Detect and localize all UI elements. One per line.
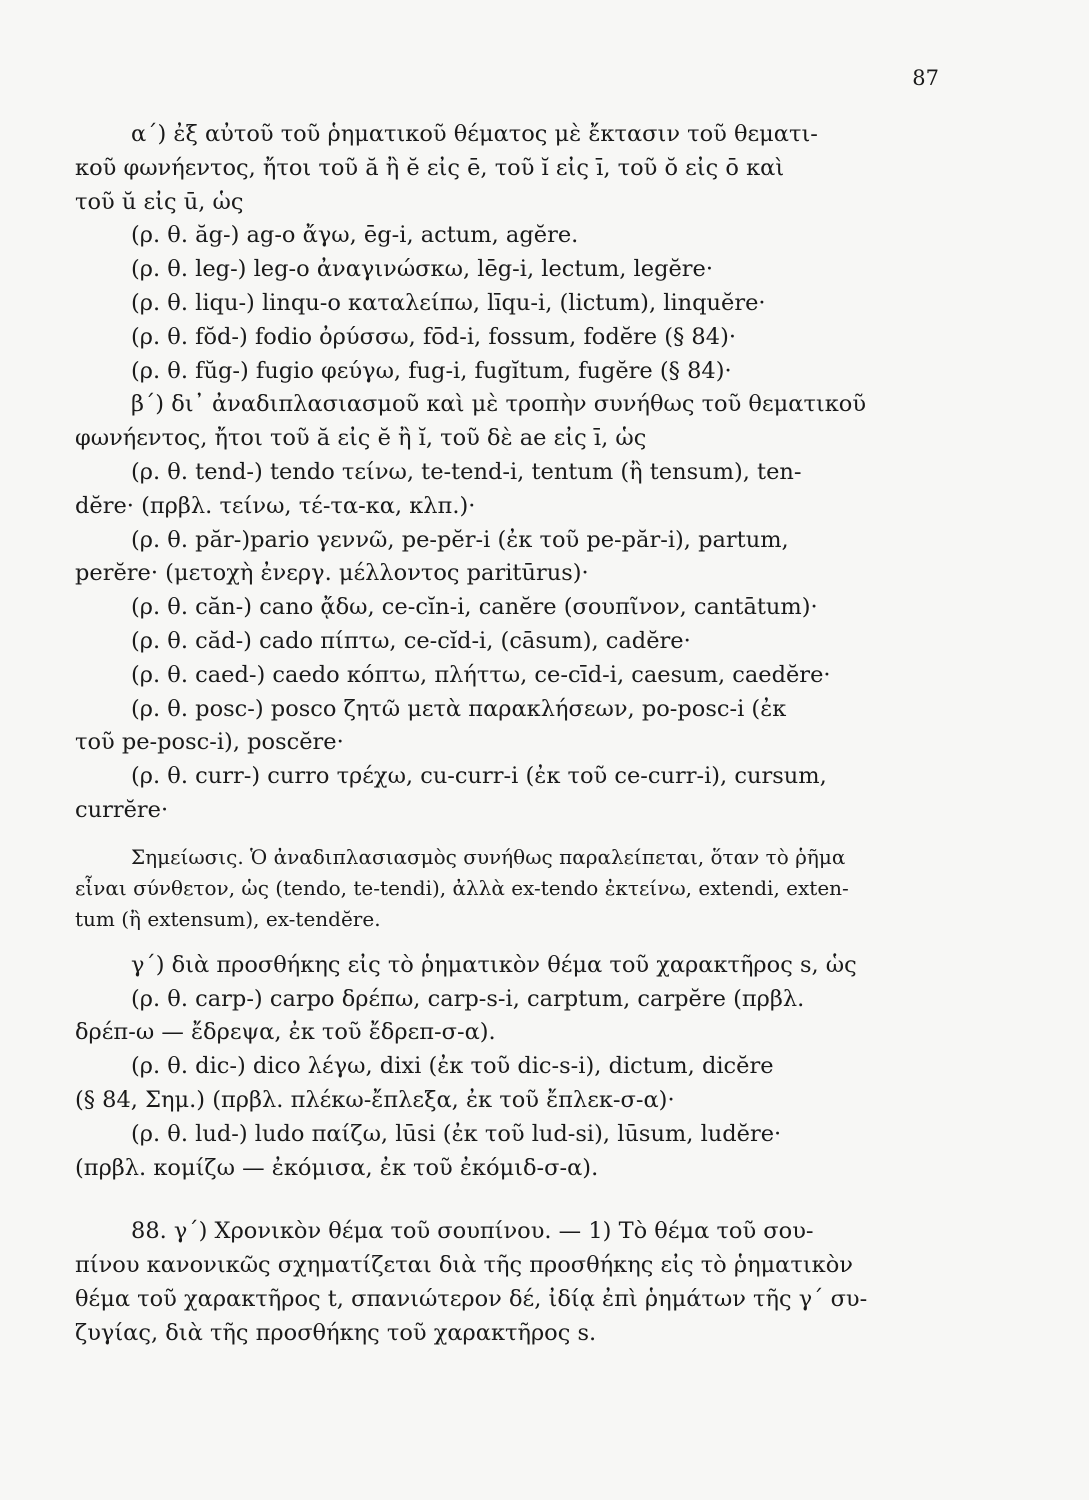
- text-line: (ρ. θ. lud-) ludo παίζω, lūsi (ἐκ τοῦ lud-si), lūsum, ludĕre·: [131, 1120, 782, 1147]
- note-block: [75, 842, 965, 935]
- text-line: (ρ. θ. păr-)pario γεννῶ, pe-pĕr-i (ἐκ τοῦ pe-păr-i), partum,: [131, 526, 789, 553]
- page-body: [75, 118, 965, 1351]
- text-line: δρέπ-ω — ἔδρεψα, ἐκ τοῦ ἔδρεπ-σ-α).: [75, 1019, 496, 1046]
- text-line: (ρ. θ. fŏd-) fodio ὀρύσσω, fōd-i, fossum, fodĕre (§ 84)·: [131, 323, 736, 350]
- text-line: πίνου κανονικῶς σχηματίζεται διὰ τῆς προσθήκης εἰς τὸ ῥηματικὸν: [75, 1252, 853, 1279]
- text-line: Σημείωσις. Ὁ ἀναδιπλασιασμὸς συνήθως παραλείπεται, ὅταν τὸ ῥῆμα: [131, 844, 846, 869]
- text-line: (§ 84, Σημ.) (πρβλ. πλέκω-ἔπλεξα, ἐκ τοῦ ἔπλεκ-σ-α)·: [75, 1086, 675, 1113]
- text-line: ζυγίας, διὰ τῆς προσθήκης τοῦ χαρακτῆρος s.: [75, 1319, 597, 1346]
- text-line: τοῦ ŭ εἰς ū, ὡς: [75, 188, 244, 215]
- text-line: (ρ. θ. caed-) caedo κόπτω, πλήττω, ce-cīd-i, caesum, caedĕre·: [131, 661, 831, 688]
- text-line: τοῦ pe-posc-i), poscĕre·: [75, 729, 344, 756]
- text-line: α΄) ἐξ αὐτοῦ τοῦ ῥηματικοῦ θέματος μὲ ἔκτασιν τοῦ θεματι-: [131, 121, 818, 147]
- page-number: 87: [912, 66, 939, 90]
- text-line: (ρ. θ. căd-) cado πίπτω, ce-cĭd-i, (cāsum), cadĕre·: [131, 627, 691, 654]
- text-line: (ρ. θ. liqu-) linqu-o καταλείπω, līqu-i, (lictum), linquĕre·: [131, 289, 766, 316]
- text-line: εἶναι σύνθετον, ὡς (tendo, te-tendi), ἀλλὰ ex-tendo ἐκτείνω, extendi, exten-: [75, 875, 849, 900]
- text-line: currĕre·: [75, 796, 169, 823]
- text-line: (ρ. θ. posc-) posco ζητῶ μετὰ παρακλήσεων, po-posc-i (ἐκ: [131, 695, 787, 722]
- paragraph-block-gamma: [75, 949, 965, 1186]
- text-line: (ρ. θ. tend-) tendo τείνω, te-tend-i, tentum (ἢ tensum), ten-: [131, 458, 802, 485]
- text-line: perĕre· (μετοχὴ ἐνεργ. μέλλοντος paritūrus)·: [75, 560, 589, 587]
- paragraph-block-main: [75, 118, 965, 828]
- text-line: dĕre· (πρβλ. τείνω, τέ-τα-κα, κλπ.)·: [75, 492, 476, 519]
- text-line: φωνήεντος, ἤτοι τοῦ ă εἰς ĕ ἢ ĭ, τοῦ δὲ ae εἰς ī, ὡς: [75, 425, 647, 452]
- text-line: (πρβλ. κομίζω — ἐκόμισα, ἐκ τοῦ ἐκόμιδ-σ-α).: [75, 1154, 599, 1181]
- text-line: (ρ. θ. ăg-) ag-o ἄγω, ēg-i, actum, agĕre.: [131, 222, 579, 249]
- text-line: (ρ. θ. fŭg-) fugio φεύγω, fug-i, fugĭtum, fugĕre (§ 84)·: [131, 357, 732, 384]
- text-line: tum (ἢ extensum), ex-tendĕre.: [75, 906, 381, 931]
- text-line: (ρ. θ. dic-) dico λέγω, dixi (ἐκ τοῦ dic-s-i), dictum, dicĕre: [131, 1053, 774, 1080]
- text-line: β΄) δι᾽ ἀναδιπλασιασμοῦ καὶ μὲ τροπὴν συνήθως τοῦ θεματικοῦ: [131, 391, 867, 418]
- text-line: (ρ. θ. căn-) cano ᾄδω, ce-cĭn-i, canĕre (σουπῖνον, cantātum)·: [131, 594, 818, 621]
- text-line: θέμα τοῦ χαρακτῆρος t, σπανιώτερον δέ, ἰδίᾳ ἐπὶ ῥημάτων τῆς γ΄ συ-: [75, 1285, 868, 1312]
- section-88: [75, 1215, 965, 1350]
- text-line: κοῦ φωνήεντος, ἤτοι τοῦ ă ἢ ĕ εἰς ē, τοῦ ĭ εἰς ī, τοῦ ŏ εἰς ō καὶ: [75, 154, 785, 181]
- text-line: (ρ. θ. leg-) leg-o ἀναγινώσκω, lēg-i, lectum, legĕre·: [131, 256, 714, 283]
- text-line: (ρ. θ. carp-) carpo δρέπω, carp-s-i, carptum, carpĕre (πρβλ.: [131, 985, 805, 1012]
- text-line: 88. γ΄) Χρονικὸν θέμα τοῦ σουπίνου. — 1) Τὸ θέμα τοῦ σου-: [131, 1218, 814, 1245]
- text-line: γ΄) διὰ προσθήκης εἰς τὸ ῥηματικὸν θέμα τοῦ χαρακτῆρος s, ὡς: [131, 951, 857, 978]
- text-line: (ρ. θ. curr-) curro τρέχω, cu-curr-i (ἐκ τοῦ ce-curr-i), cursum,: [131, 763, 827, 790]
